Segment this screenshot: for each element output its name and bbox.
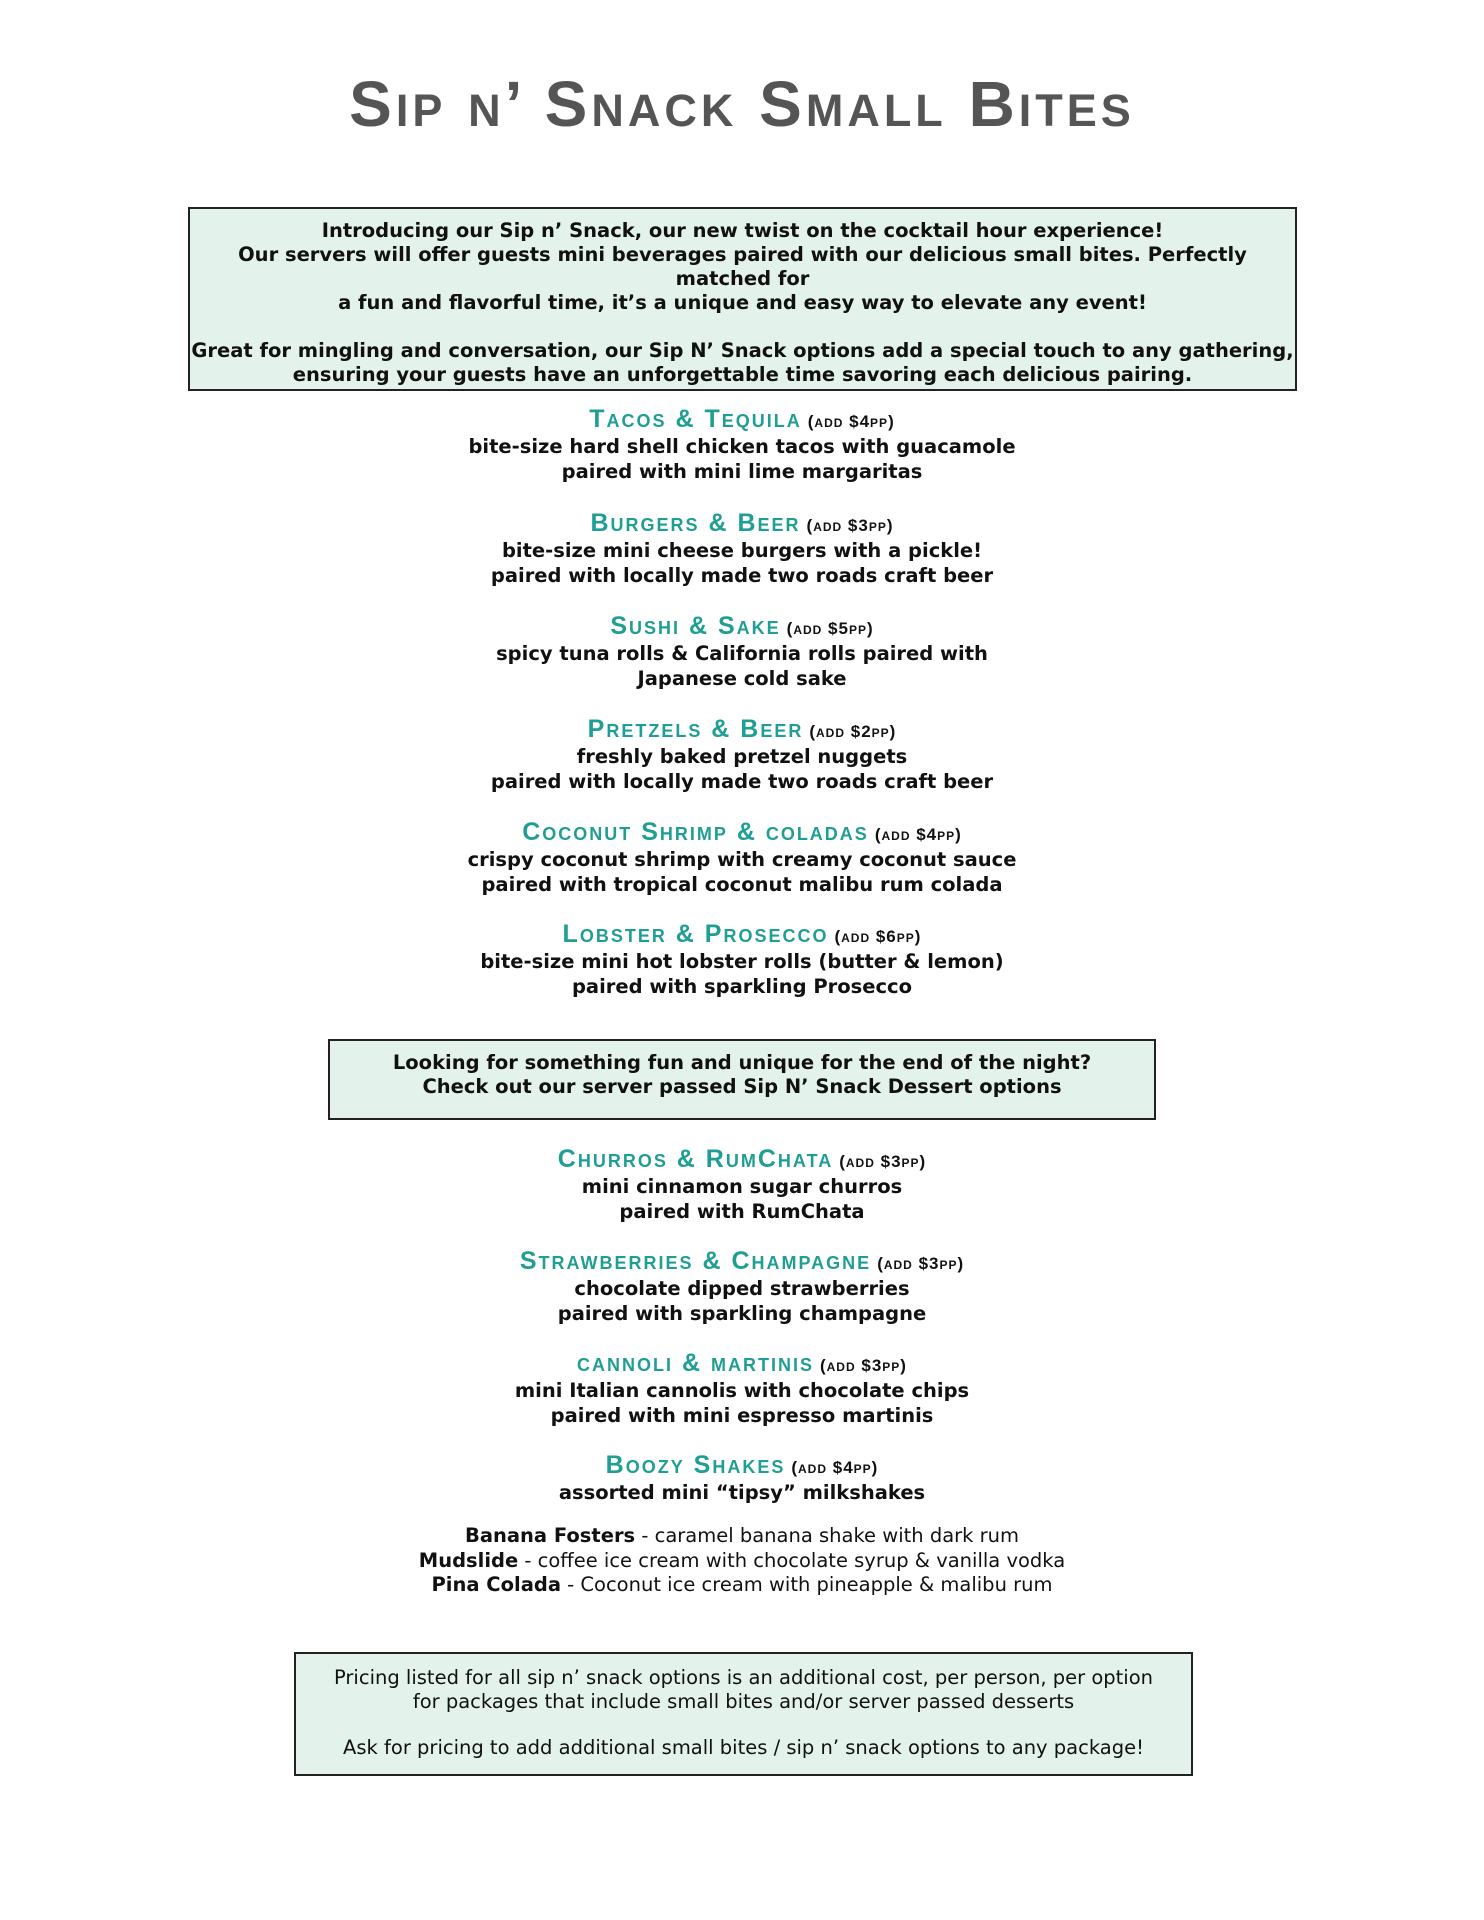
item-description: crispy coconut shrimp with creamy coconut sauce: [467, 848, 1017, 871]
item-name: Coconut Shrimp & coladas: [522, 818, 869, 846]
item-price: (add $4pp): [874, 825, 962, 844]
item-description: chocolate dipped strawberries: [574, 1277, 910, 1300]
menu-item-boozy-shakes: [0, 1452, 1484, 1506]
menu-item-cannoli-martinis: [0, 1350, 1484, 1428]
item-price: (add $4pp): [791, 1458, 879, 1477]
menu-item-strawberries-champagne: [0, 1248, 1484, 1326]
item-price: (add $3pp): [839, 1152, 927, 1171]
item-pairing: paired with locally made two roads craft beer: [490, 563, 994, 587]
intro-text-line: a fun and flavorful time, it’s a unique and easy way to elevate any event!: [338, 291, 1147, 314]
intro-text-line: Great for mingling and conversation, our Sip N’ Snack options add a special touch to any gathering,: [191, 339, 1294, 362]
shake-name: Pina Colada: [431, 1573, 561, 1596]
dessert-note-box: [328, 1039, 1156, 1120]
intro-text-line: Our servers will offer guests mini beverages paired with our delicious small bites. Perfectly matched for: [238, 243, 1247, 290]
item-description: bite-size hard shell chicken tacos with guacamole: [468, 435, 1016, 458]
item-price: (add $3pp): [806, 516, 894, 535]
item-description: spicy tuna rolls & California rolls paired with: [496, 642, 988, 665]
intro-box: [188, 207, 1297, 391]
page-title: Sip n’ Snack Small Bites: [349, 68, 1135, 140]
item-pairing: paired with sparkling champagne: [557, 1301, 927, 1325]
item-pairing: paired with locally made two roads craft beer: [490, 769, 994, 793]
item-pairing: paired with sparkling Prosecco: [571, 974, 913, 998]
item-name: Pretzels & Beer: [587, 715, 804, 743]
item-name: Burgers & Beer: [590, 509, 801, 537]
item-description: mini Italian cannolis with chocolate chips: [514, 1379, 970, 1402]
shake-name: Mudslide: [418, 1548, 519, 1572]
item-price: (add $3pp): [877, 1254, 965, 1273]
item-description: assorted mini “tipsy” milkshakes: [558, 1481, 926, 1504]
menu-item-coconut-shrimp-coladas: [0, 819, 1484, 897]
item-description: bite-size mini hot lobster rolls (butter & lemon): [480, 950, 1004, 973]
menu-item-burgers-beer: [0, 510, 1484, 588]
item-name: cannoli & martinis: [577, 1349, 814, 1377]
item-description: bite-size mini cheese burgers with a pickle!: [501, 539, 983, 562]
pricing-line: Ask for pricing to add additional small bites / sip n’ snack options to any package!: [343, 1736, 1144, 1759]
item-description: mini cinnamon sugar churros: [581, 1175, 903, 1198]
item-price: (add $4pp): [807, 412, 895, 431]
item-price: (add $5pp): [786, 619, 874, 638]
menu-item-lobster-prosecco: [0, 921, 1484, 999]
item-pairing: paired with mini lime margaritas: [561, 459, 923, 483]
dessert-note-line: Check out our server passed Sip N’ Snack Dessert options: [422, 1075, 1062, 1098]
shake-list: [0, 1524, 1484, 1598]
dessert-note-line: Looking for something fun and unique for the end of the night?: [392, 1051, 1092, 1074]
pricing-line: for packages that include small bites and/or server passed desserts: [412, 1690, 1075, 1713]
item-name: Churros & RumChata: [557, 1145, 834, 1173]
item-price: (add $6pp): [834, 927, 922, 946]
intro-text-line: Introducing our Sip n’ Snack, our new twist on the cocktail hour experience!: [321, 219, 1164, 242]
intro-text-line: ensuring your guests have an unforgettable time savoring each delicious pairing.: [292, 363, 1193, 386]
list-item: [0, 1549, 1484, 1574]
item-price: (add $2pp): [809, 722, 897, 741]
menu-item-tacos-tequila: [0, 406, 1484, 484]
pricing-line: Pricing listed for all sip n’ snack options is an additional cost, per person, per option: [334, 1666, 1153, 1689]
item-pairing: paired with mini espresso martinis: [550, 1403, 934, 1427]
pricing-box: [294, 1652, 1193, 1776]
item-name: Sushi & Sake: [610, 612, 781, 640]
menu-item-sushi-sake: [0, 613, 1484, 691]
item-description: freshly baked pretzel nuggets: [576, 745, 908, 768]
item-pairing: paired with tropical coconut malibu rum colada: [481, 872, 1003, 896]
shake-name: Banana Fosters: [464, 1524, 636, 1547]
item-price: (add $3pp): [819, 1356, 907, 1375]
menu-item-churros-rumchata: [0, 1146, 1484, 1224]
item-name: Strawberries & Champagne: [519, 1247, 872, 1275]
item-name: Lobster & Prosecco: [562, 920, 829, 948]
item-pairing: paired with RumChata: [619, 1199, 865, 1223]
shake-description: - coffee ice cream with chocolate syrup & vanilla vodka: [518, 1548, 1066, 1572]
item-name: Tacos & Tequila: [589, 405, 802, 433]
list-item: [0, 1524, 1484, 1549]
item-pairing: Japanese cold sake: [637, 666, 847, 690]
shake-description: - Coconut ice cream with pineapple & malibu rum: [560, 1573, 1053, 1596]
list-item: [0, 1573, 1484, 1598]
menu-item-pretzels-beer: [0, 716, 1484, 794]
item-name: Boozy Shakes: [605, 1451, 786, 1479]
shake-description: - caramel banana shake with dark rum: [635, 1524, 1020, 1547]
